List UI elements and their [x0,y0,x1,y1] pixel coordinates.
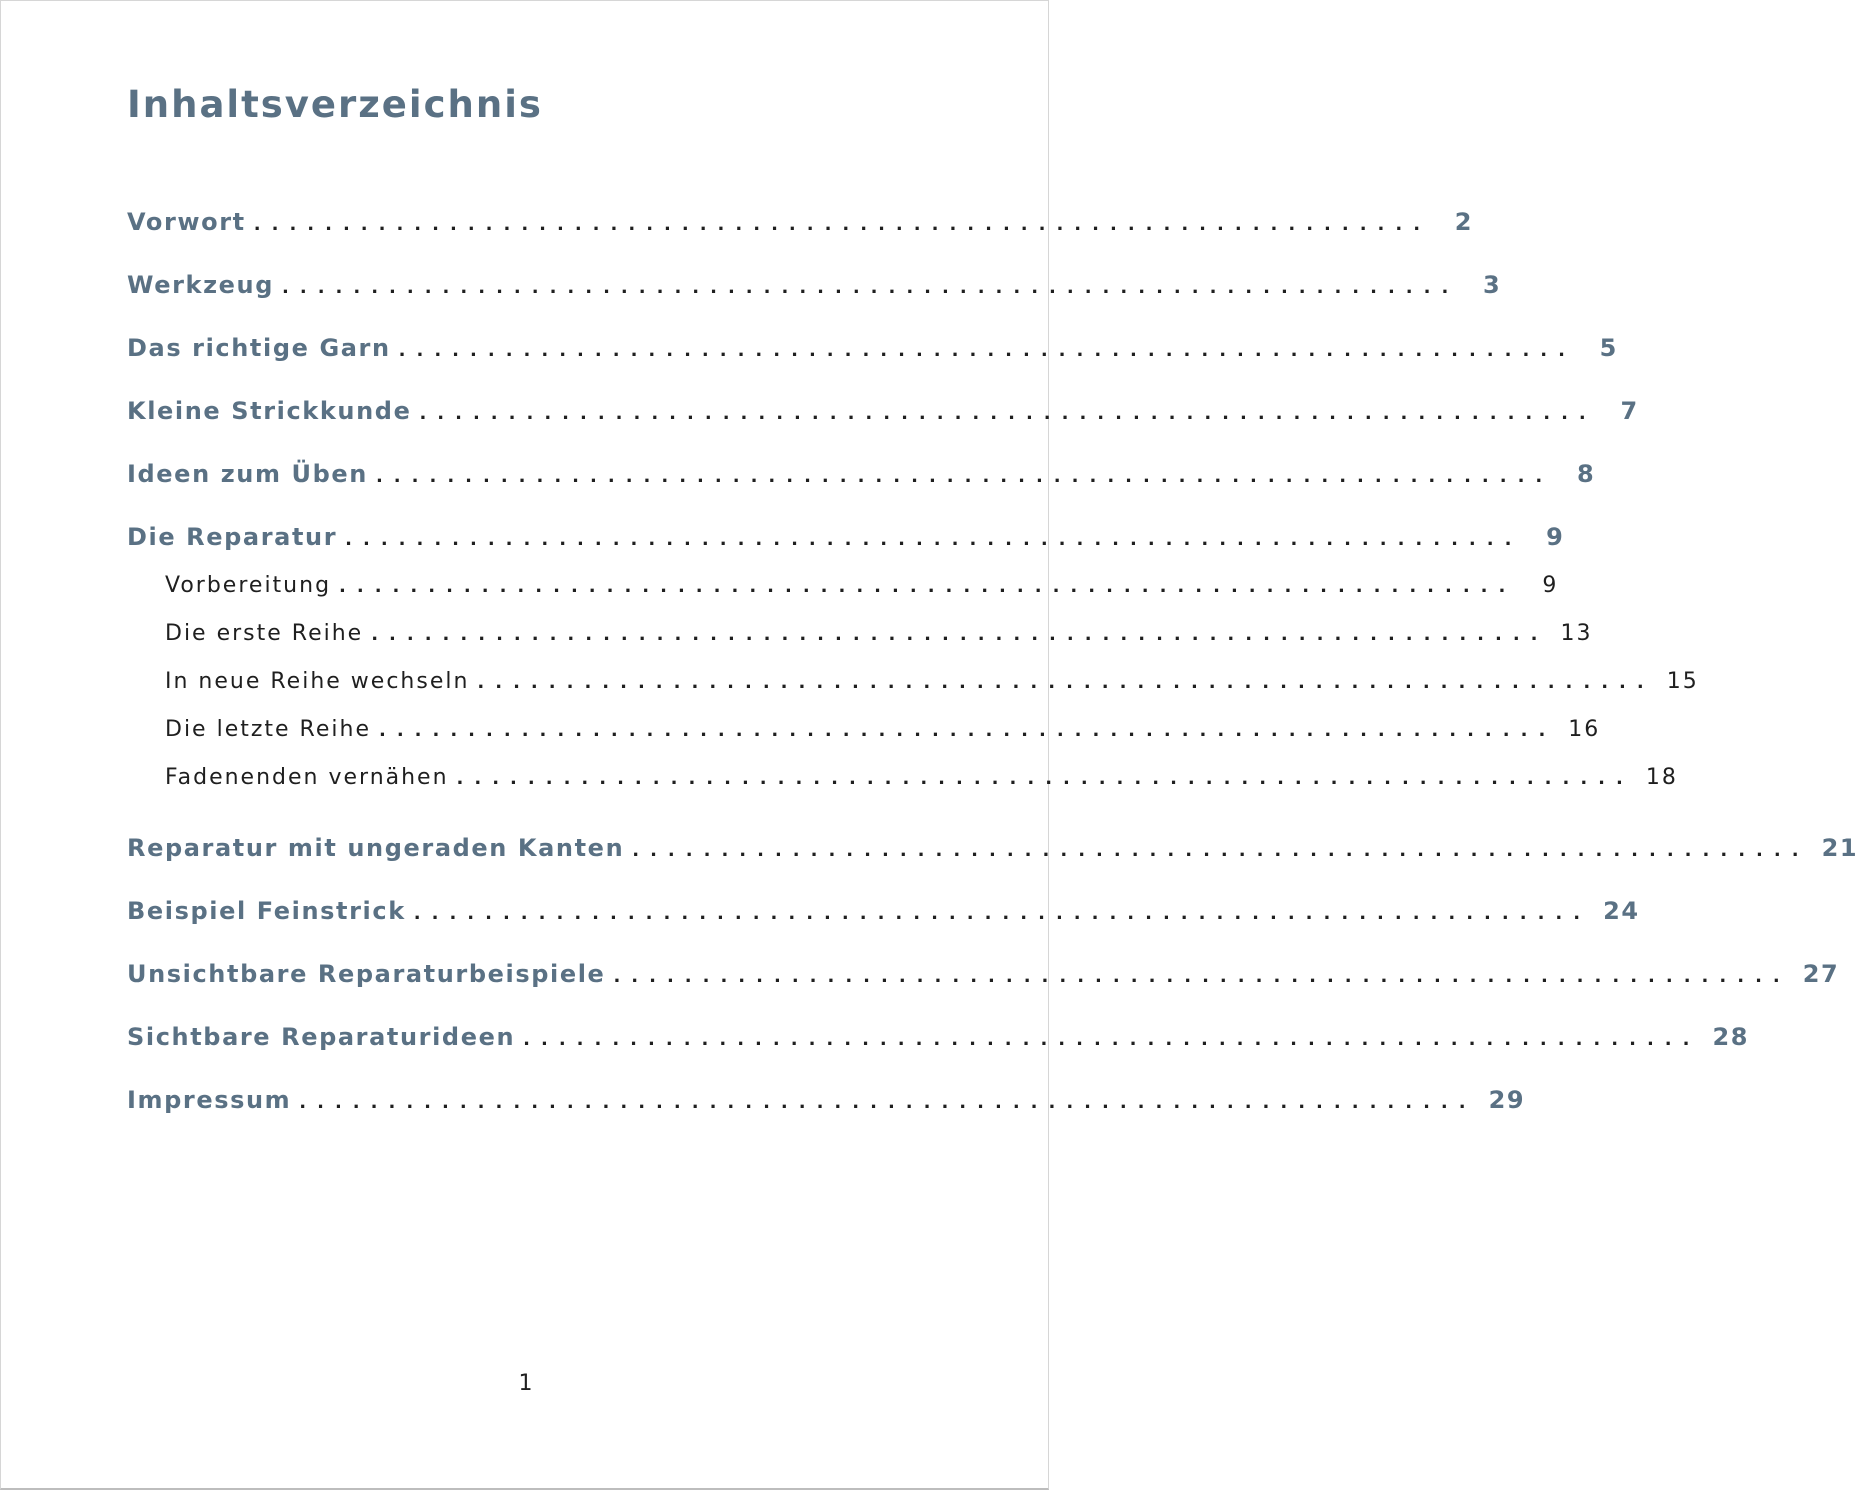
toc-subentry-die-letzte-reihe[interactable] [127,706,1601,754]
toc-entry-page: 13 [1560,621,1593,646]
toc-subentry-die-erste-reihe[interactable] [127,610,1593,658]
toc-subentry-fadenenden-vernaehen[interactable] [127,754,1678,802]
toc-entry-die-reparatur[interactable] [127,506,1565,569]
toc-entry-page: 5 [1599,334,1618,362]
toc-entry-page: 2 [1454,208,1474,236]
toc-entry-label: Vorwort [127,208,246,236]
dot-leader: .................................................................. [253,214,1432,235]
dot-leader: .................................................................. [413,903,1592,924]
toc-entry-label: In neue Reihe wechseln [165,669,470,694]
toc-entry-werkzeug[interactable] [127,254,1502,317]
dot-leader: .................................................................. [613,966,1791,987]
toc-entry-label: Reparatur mit ungeraden Kanten [127,834,625,862]
toc-entry-sichtbare-reparaturideen[interactable] [127,1006,1750,1069]
dot-leader: .................................................................. [419,403,1597,424]
toc-subentry-vorbereitung[interactable] [127,562,1559,610]
dot-leader: .................................................................. [375,466,1554,487]
toc-entry-label: Die erste Reihe [165,621,364,646]
toc-entry-label: Sichtbare Reparaturideen [127,1023,516,1051]
toc-entry-label: Unsichtbare Reparaturbeispiele [127,960,606,988]
toc-entry-page: 27 [1802,960,1840,988]
toc-entry-page: 18 [1645,765,1678,790]
toc-entry-label: Die letzte Reihe [165,717,371,742]
dot-leader: .................................................................. [523,1029,1701,1050]
toc-entry-kleine-strickkunde[interactable] [127,380,1639,443]
toc-entry-page: 7 [1620,397,1639,425]
dot-leader: .................................................................. [299,1092,1477,1113]
toc-entry-label: Kleine Strickkunde [127,397,412,425]
toc-entry-beispiel-feinstrick[interactable] [127,880,1640,943]
dot-leader: .................................................................. [282,277,1460,298]
dot-leader: .................................................................. [378,720,1557,741]
toc-entry-page: 15 [1666,669,1699,694]
toc-entry-reparatur-mit-ungeraden-kanten[interactable] [127,817,1858,880]
toc-entry-page: 29 [1488,1086,1526,1114]
page-number: 1 [518,1371,533,1396]
toc-entry-label: Fadenenden vernähen [165,765,449,790]
toc-entry-label: Ideen zum Üben [127,460,368,488]
toc-entry-vorwort[interactable] [127,191,1474,254]
toc-entry-unsichtbare-reparaturbeispiele[interactable] [127,943,1840,1006]
toc-entry-das-richtige-garn[interactable] [127,317,1618,380]
dot-leader: .................................................................. [632,840,1810,861]
dot-leader: .................................................................. [456,768,1634,789]
page-title: Inhaltsverzeichnis [127,83,543,126]
toc-entry-page: 24 [1603,897,1640,925]
dot-leader: .................................................................. [371,624,1549,645]
toc-entry-impressum[interactable] [127,1069,1526,1132]
table-of-contents [127,191,1858,1132]
toc-entry-page: 9 [1546,523,1565,551]
dot-leader: .................................................................. [398,340,1576,361]
toc-entry-label: Impressum [127,1086,292,1114]
toc-entry-label: Die Reparatur [127,523,338,551]
toc-subentry-in-neue-reihe-wechseln[interactable] [127,658,1699,706]
toc-entry-page: 28 [1712,1023,1750,1051]
toc-entry-label: Vorbereitung [165,573,332,598]
dot-leader: .................................................................. [345,529,1523,550]
toc-entry-page: 16 [1568,717,1601,742]
toc-entry-page: 8 [1576,460,1596,488]
toc-entry-label: Werkzeug [127,271,275,299]
dot-leader: .................................................................. [339,576,1517,597]
dot-leader: .................................................................. [477,672,1655,693]
toc-entry-label: Das richtige Garn [127,334,391,362]
toc-entry-label: Beispiel Feinstrick [127,897,406,925]
toc-entry-page: 3 [1483,271,1502,299]
toc-entry-page: 21 [1821,834,1858,862]
toc-entry-ideen-zum-ueben[interactable] [127,443,1596,506]
toc-entry-page: 9 [1542,573,1559,598]
